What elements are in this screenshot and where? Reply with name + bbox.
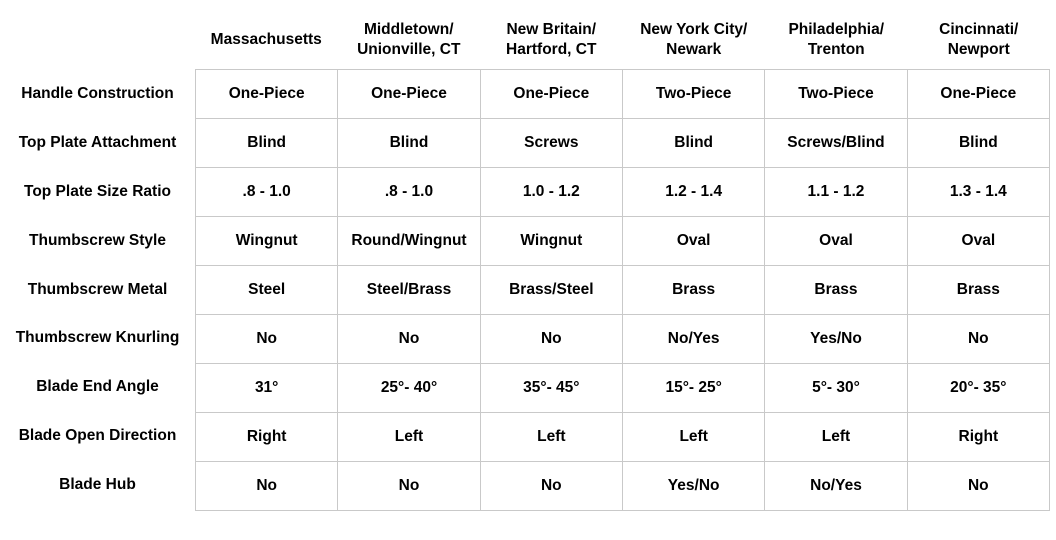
table-cell: Right (907, 413, 1049, 462)
column-header-philadelphia-trenton: Philadelphia/ Trenton (788, 21, 885, 58)
table-cell: Brass/Steel (480, 266, 622, 315)
table-cell: No (196, 315, 338, 364)
table-cell: Steel/Brass (338, 266, 480, 315)
column-header-cincinnati-newport: Cincinnati/ Newport (939, 21, 1019, 58)
table-cell: Oval (765, 217, 907, 266)
table-cell: Right (196, 413, 338, 462)
table-cell: Blind (622, 119, 764, 168)
table-cell: Yes/No (622, 462, 764, 511)
table-cell: No (338, 315, 480, 364)
row-label-top-plate-attachment: Top Plate Attachment (18, 134, 177, 152)
table-cell: Screws (480, 119, 622, 168)
table-cell: No (480, 462, 622, 511)
table-row (196, 119, 1050, 168)
table-cell: Left (622, 413, 764, 462)
table-cell: Left (765, 413, 907, 462)
row-label-blade-open-direction: Blade Open Direction (18, 426, 177, 444)
table-cell: 20°- 35° (907, 364, 1049, 413)
table-cell: Oval (622, 217, 764, 266)
column-header-massachusetts: Massachusetts (210, 31, 322, 48)
table-cell: 1.0 - 1.2 (480, 168, 622, 217)
table-row (196, 315, 1050, 364)
table-cell: Steel (196, 266, 338, 315)
row-label-handle-construction: Handle Construction (21, 85, 174, 103)
row-label-thumbscrew-style: Thumbscrew Style (29, 231, 166, 249)
table-row (196, 413, 1050, 462)
table-row (196, 462, 1050, 511)
table-cell: Brass (765, 266, 907, 315)
table-cell: 25°- 40° (338, 364, 480, 413)
row-label-blade-hub: Blade Hub (59, 475, 136, 493)
table-cell: Oval (907, 217, 1049, 266)
table-cell: 15°- 25° (622, 364, 764, 413)
table-cell: No (907, 315, 1049, 364)
table-cell: 5°- 30° (765, 364, 907, 413)
table-cell: Blind (338, 119, 480, 168)
row-label-blade-end-angle: Blade End Angle (36, 378, 159, 396)
table-cell: One-Piece (196, 70, 338, 119)
table-row (196, 364, 1050, 413)
table-cell: Yes/No (765, 315, 907, 364)
table-cell: No (196, 462, 338, 511)
comparison-table (195, 69, 1050, 511)
column-header-row (195, 12, 1050, 68)
row-label-thumbscrew-knurling: Thumbscrew Knurling (15, 329, 180, 347)
table-cell: One-Piece (907, 70, 1049, 119)
row-label-top-plate-size-ratio: Top Plate Size Ratio (24, 182, 171, 200)
table-cell: Wingnut (196, 217, 338, 266)
table-cell: Left (338, 413, 480, 462)
table-cell: Screws/Blind (765, 119, 907, 168)
table-cell: 1.3 - 1.4 (907, 168, 1049, 217)
table-cell: 1.1 - 1.2 (765, 168, 907, 217)
table-row (196, 217, 1050, 266)
table-cell: Brass (622, 266, 764, 315)
table-cell: No/Yes (765, 462, 907, 511)
table-cell: .8 - 1.0 (196, 168, 338, 217)
table-cell: Round/Wingnut (338, 217, 480, 266)
column-header-new-york-newark: New York City/ Newark (640, 21, 748, 58)
table-cell: One-Piece (338, 70, 480, 119)
table-cell: Two-Piece (622, 70, 764, 119)
table-cell: No (338, 462, 480, 511)
table-cell: Brass (907, 266, 1049, 315)
table-cell: 1.2 - 1.4 (622, 168, 764, 217)
table-cell: Left (480, 413, 622, 462)
row-label-thumbscrew-metal: Thumbscrew Metal (27, 280, 168, 298)
table-cell: No (480, 315, 622, 364)
table-row (196, 168, 1050, 217)
row-label-column (0, 70, 195, 509)
table-cell: 31° (196, 364, 338, 413)
table-cell: Blind (196, 119, 338, 168)
table-cell: 35°- 45° (480, 364, 622, 413)
table-cell: No (907, 462, 1049, 511)
column-header-new-britain-hartford: New Britain/ Hartford, CT (506, 21, 597, 58)
table-cell: .8 - 1.0 (338, 168, 480, 217)
column-header-middletown-unionville: Middletown/ Unionville, CT (357, 21, 461, 58)
table-cell: Wingnut (480, 217, 622, 266)
table-cell: One-Piece (480, 70, 622, 119)
table-cell: Blind (907, 119, 1049, 168)
table-cell: No/Yes (622, 315, 764, 364)
table-row (196, 70, 1050, 119)
table-cell: Two-Piece (765, 70, 907, 119)
table-row (196, 266, 1050, 315)
